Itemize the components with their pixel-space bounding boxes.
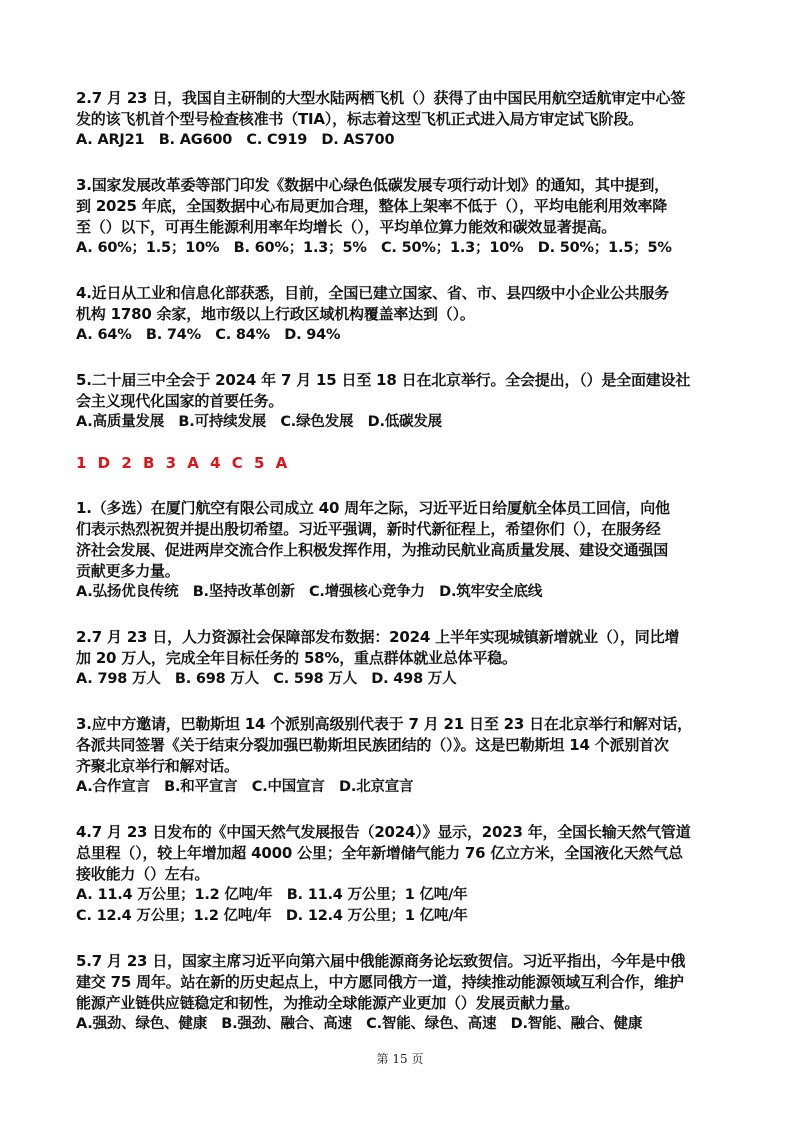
question-item xyxy=(76,175,736,259)
question-text-line: 能源产业链供应链稳定和韧性，为推动全球能源产业更加（）发展贡献力量。 xyxy=(76,994,580,1012)
question-text-line: 总里程（），较上年增加超 4000 公里；全年新增储气能力 76 亿立方米，全国液化天然气总 xyxy=(76,844,683,862)
question-text-line: 会主义现代化国家的首要任务。 xyxy=(76,392,284,410)
options-line: A. 798 万人 B. 698 万人 C. 598 万人 D. 498 万人 xyxy=(76,671,457,687)
question-text-line: 济社会发展、促进两岸交流合作上积极发挥作用，为推动民航业高质量发展、建设交通强国 xyxy=(76,541,669,559)
question-text-line: 1.（多选）在厦门航空有限公司成立 40 周年之际，习近平近日给厦航全体员工回信，向他 xyxy=(76,499,670,517)
question-section-b xyxy=(76,498,736,1035)
options-line: A.合作宣言 B.和平宣言 C.中国宣言 D.北京宣言 xyxy=(76,779,414,795)
question-text-line: 4.7 月 23 日发布的《中国天然气发展报告（2024）》显示，2023 年，全国长输天然气管道 xyxy=(76,823,691,841)
question-text-line: 3.国家发展改革委等部门印发《数据中心绿色低碳发展专项行动计划》的通知，其中提到， xyxy=(76,176,669,194)
question-text-line: 机构 1780 余家，地市级以上行政区域机构覆盖率达到（）。 xyxy=(76,305,475,323)
question-text-line: 3.应中方邀请，巴勒斯坦 14 个派别高级别代表于 7 月 21 日至 23 日在北京举行和解对话， xyxy=(76,715,692,733)
options-line: A.强劲、绿色、健康 B.强劲、融合、高速 C.智能、绿色、高速 D.智能、融合、健康 xyxy=(76,1016,643,1032)
question-text-line: 建交 75 周年。站在新的历史起点上，中方愿同俄方一道，持续推动能源领域互利合作，维护 xyxy=(76,973,684,991)
question-text-line: 们表示热烈祝贺并提出殷切希望。习近平强调，新时代新征程上，希望你们（），在服务经 xyxy=(76,520,661,538)
question-item xyxy=(76,88,736,151)
question-text-line: 到 2025 年底，全国数据中心布局更加合理，整体上架率不低于（），平均电能利用效率降 xyxy=(76,197,668,215)
question-item xyxy=(76,498,736,603)
question-item xyxy=(76,951,736,1035)
question-item xyxy=(76,283,736,346)
options-line: A. 64% B. 74% C. 84% D. 94% xyxy=(76,327,341,343)
question-section-a xyxy=(76,88,736,433)
question-text-line: 5.二十届三中全会于 2024 年 7 月 15 日至 18 日在北京举行。全会提出，（）是全面建设社 xyxy=(76,371,691,389)
question-item xyxy=(76,714,736,798)
options-line: A. ARJ21 B. AG600 C. C919 D. AS700 xyxy=(76,132,395,148)
question-text-line: 5.7 月 23 日，国家主席习近平向第六届中俄能源商务论坛致贺信。习近平指出，今年是中俄 xyxy=(76,952,686,970)
question-text-line: 接收能力（）左右。 xyxy=(76,865,210,883)
question-text-line: 4.近日从工业和信息化部获悉，目前，全国已建立国家、省、市、县四级中小企业公共服务 xyxy=(76,284,669,302)
options-line: C. 12.4 万公里；1.2 亿吨/年 D. 12.4 万公里；1 亿吨/年 xyxy=(76,908,468,924)
question-text-line: 发的该飞机首个型号检查核准书（TIA），标志着这型飞机正式进入局方审定试飞阶段。 xyxy=(76,110,643,128)
question-text-line: 加 20 万人，完成全年目标任务的 58%，重点群体就业总体平稳。 xyxy=(76,649,517,667)
question-item xyxy=(76,822,736,927)
answer-key: 1 D 2 B 3 A 4 C 5 A xyxy=(76,454,291,472)
document-page xyxy=(76,88,736,1035)
question-text-line: 齐聚北京举行和解对话。 xyxy=(76,757,239,775)
question-text-line: 至（）以下，可再生能源利用率年均增长（），平均单位算力能效和碳效显著提高。 xyxy=(76,218,617,236)
options-line: A. 60%；1.5；10% B. 60%；1.3；5% C. 50%；1.3；10% D. 50%；1.5；5% xyxy=(76,240,672,256)
question-text-line: 2.7 月 23 日，我国自主研制的大型水陆两栖飞机（）获得了由中国民用航空适航审定中心签 xyxy=(76,89,686,107)
page-number: 第 15 页 xyxy=(376,1052,424,1066)
question-text-line: 贡献更多力量。 xyxy=(76,562,180,580)
options-line: A. 11.4 万公里；1.2 亿吨/年 B. 11.4 万公里；1 亿吨/年 xyxy=(76,887,468,903)
question-item xyxy=(76,627,736,690)
question-item xyxy=(76,370,736,433)
question-text-line: 各派共同签署《关于结束分裂加强巴勒斯坦民族团结的（）》。这是巴勒斯坦 14 个派别首次 xyxy=(76,736,669,754)
options-line: A.高质量发展 B.可持续发展 C.绿色发展 D.低碳发展 xyxy=(76,414,442,430)
question-text-line: 2.7 月 23 日，人力资源社会保障部发布数据：2024 上半年实现城镇新增就业（），同比增 xyxy=(76,628,680,646)
options-line: A.弘扬优良传统 B.坚持改革创新 C.增强核心竞争力 D.筑牢安全底线 xyxy=(76,584,543,600)
